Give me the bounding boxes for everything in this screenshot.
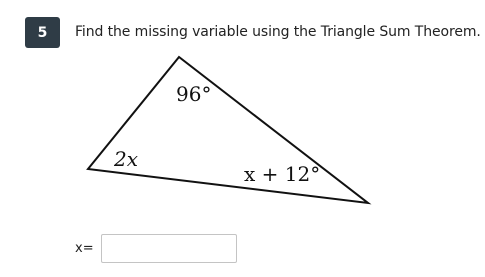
answer-label: x= [75,241,94,256]
right-angle-label: x + 12° [244,162,321,186]
answer-row [75,232,237,265]
question-prompt: Find the missing variable using the Triangle Sum Theorem. [75,24,481,40]
answer-input[interactable] [101,234,237,263]
question-number: 5 [37,24,48,41]
top-angle-label: 96° [176,82,212,106]
left-angle-label: 2x [114,147,139,171]
triangle-shape [88,57,368,203]
